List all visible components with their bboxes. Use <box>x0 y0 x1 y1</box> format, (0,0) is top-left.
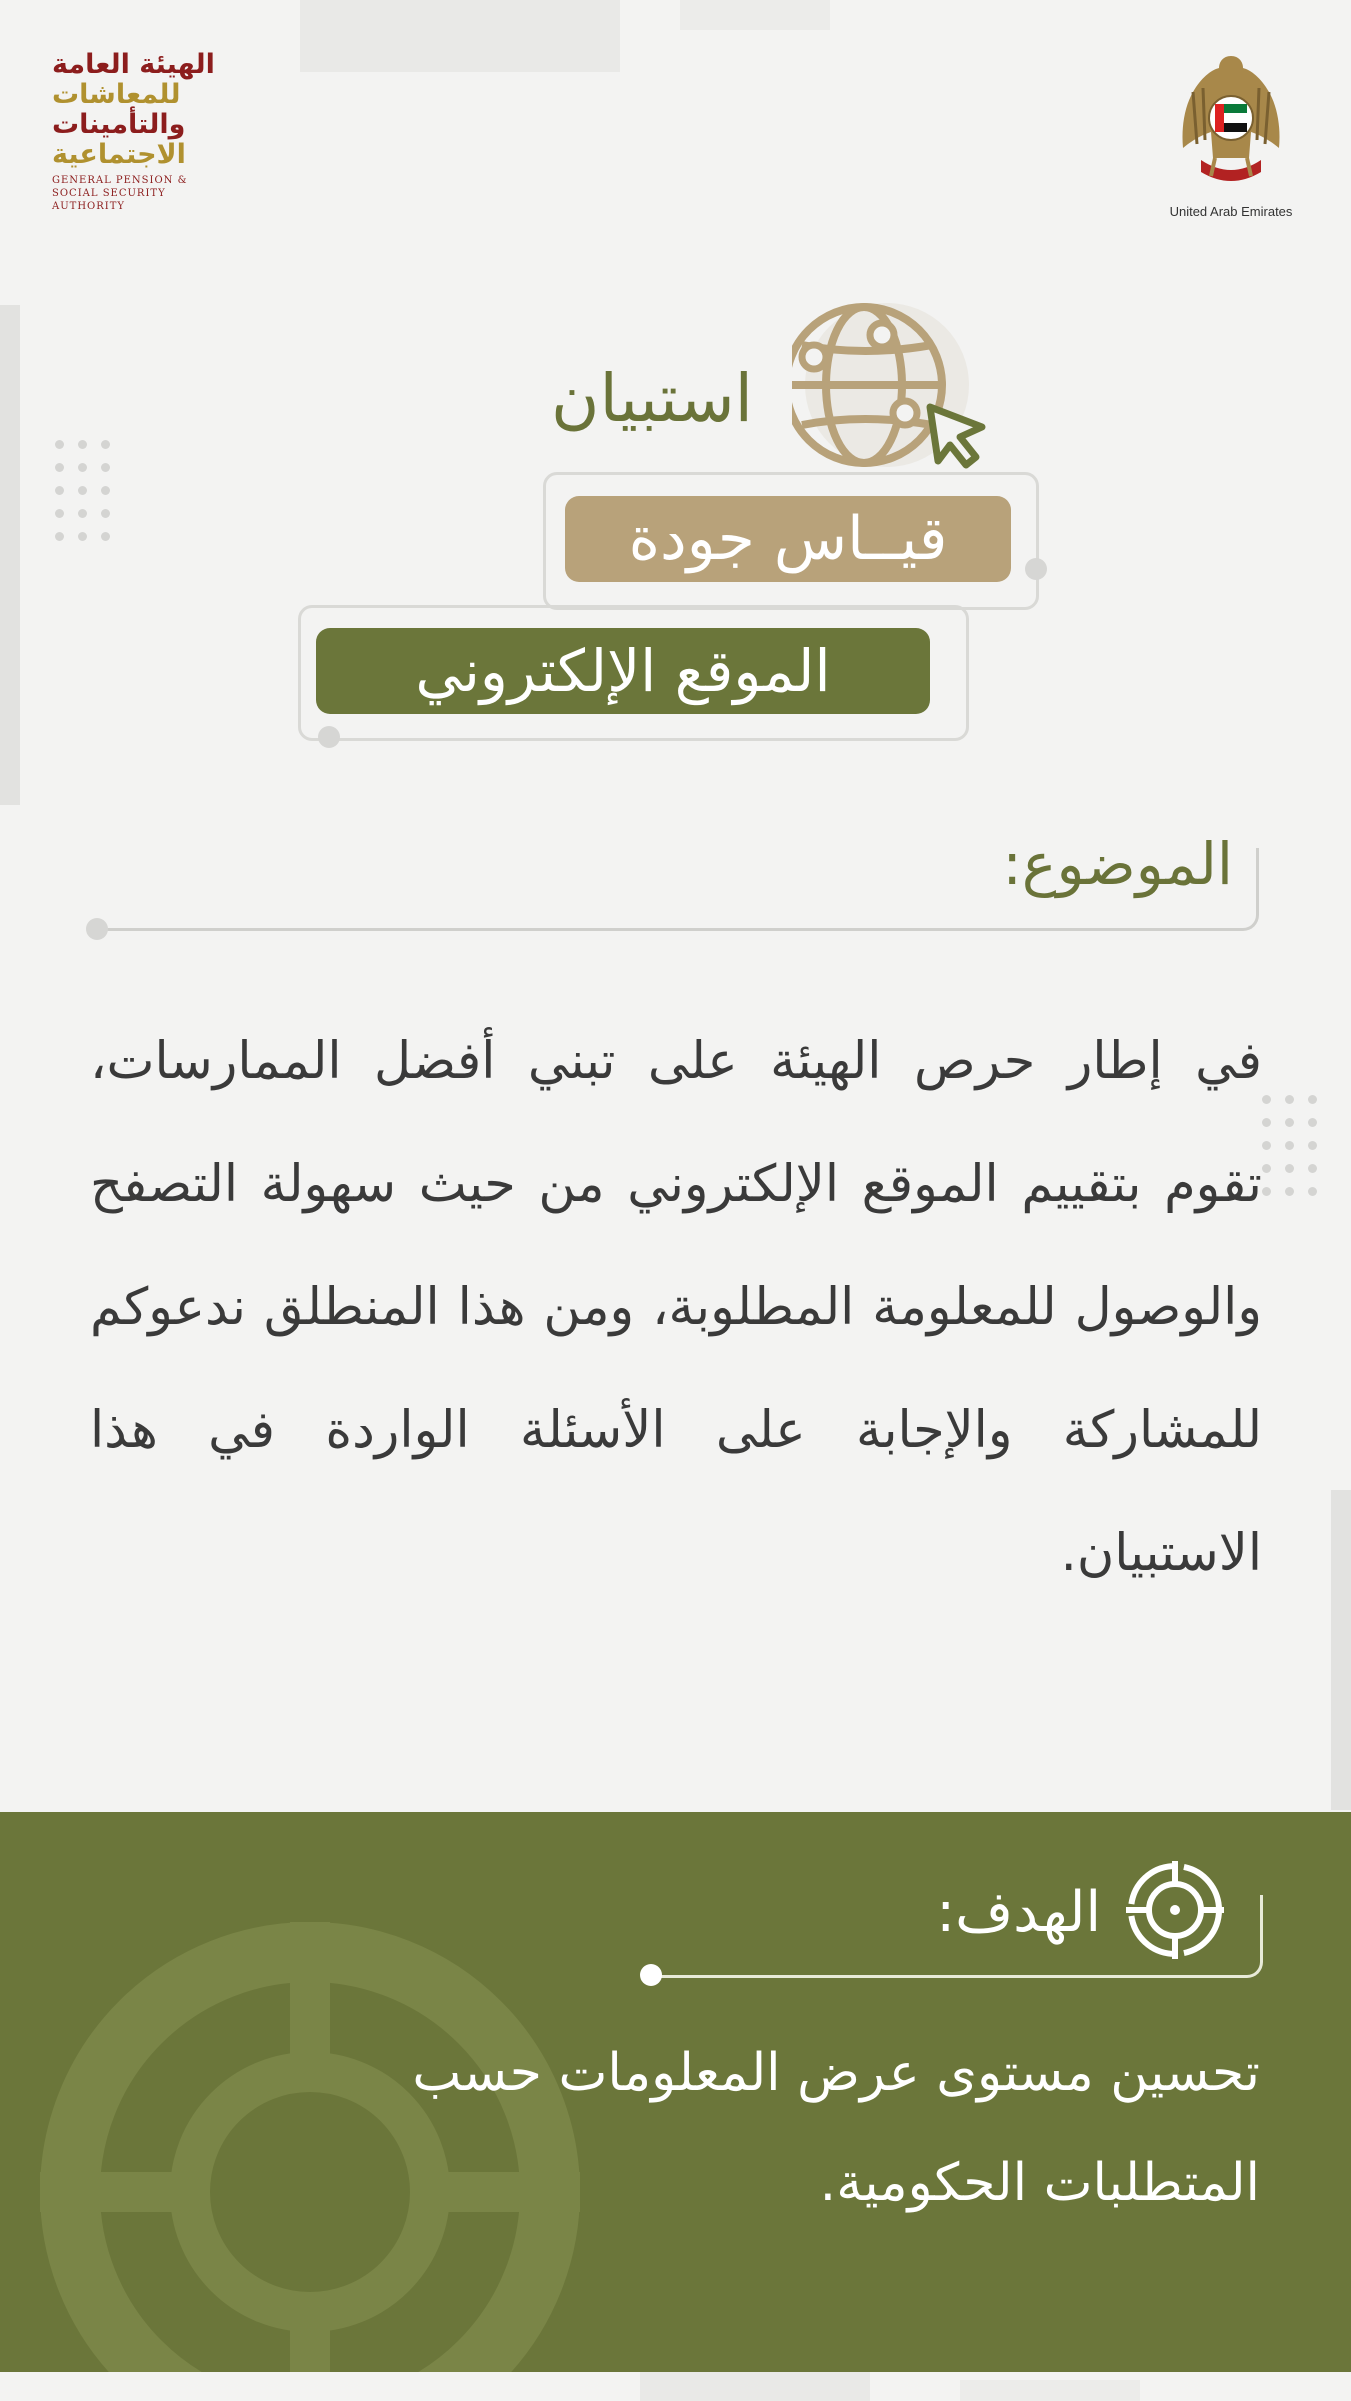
gpssa-ar-line-4: الاجتماعية <box>52 139 186 170</box>
bg-block-top-right <box>680 0 830 30</box>
goal-heading: الهدف: <box>936 1880 1101 1945</box>
bg-block-bottom <box>640 2372 870 2401</box>
gpssa-en-line-1: GENERAL PENSION & <box>52 175 188 186</box>
goal-text: تحسين مستوى عرض المعلومات حسب المتطلبات الحكومية. <box>412 2043 1260 2213</box>
frame-dot-2 <box>318 726 340 748</box>
target-icon <box>1120 1855 1230 1965</box>
bg-strip-left <box>0 305 20 805</box>
gpssa-ar-line-1: الهيئة العامة <box>52 49 215 80</box>
bg-strip-right <box>1331 1490 1351 1810</box>
gpssa-ar-line-2: للمعاشات <box>52 79 181 110</box>
subject-paragraph: في إطار حرص الهيئة على تبني أفضل الممارسات، تقوم بتقييم الموقع الإلكتروني من حيث سهولة التصفح والوصول للمعلومة المطلوبة، ومن هذا المنطلق ندعوكم للمشاركة والإجابة على الأسئلة الواردة في هذا الاستبيان. <box>90 1032 1262 1583</box>
bg-block-bottom-right <box>960 2380 1140 2401</box>
falcon-emblem-icon <box>1171 48 1291 198</box>
gpssa-ar-line-3: والتأمينات <box>52 109 186 140</box>
globe-cursor-icon <box>792 295 1002 475</box>
uae-emblem-caption: United Arab Emirates <box>1169 204 1293 219</box>
goal-dot <box>640 1964 662 1986</box>
title-word: استبيان <box>551 360 753 437</box>
title-pill-olive: الموقع الإلكتروني <box>316 628 930 714</box>
frame-dot-1 <box>1025 558 1047 580</box>
gpssa-logo-arabic <box>52 50 222 170</box>
dots-decoration-left <box>55 440 110 541</box>
bg-block-top <box>300 0 620 72</box>
title-pill-beige: قيــاس جودة <box>565 496 1011 582</box>
subject-dot <box>86 918 108 940</box>
gpssa-logo-english <box>52 174 222 213</box>
subject-heading: الموضوع: <box>1002 830 1233 898</box>
uae-emblem <box>1161 48 1301 219</box>
gpssa-en-line-2: SOCIAL SECURITY AUTHORITY <box>52 188 166 212</box>
gpssa-logo <box>52 50 222 213</box>
dots-decoration-right <box>1262 1095 1317 1196</box>
